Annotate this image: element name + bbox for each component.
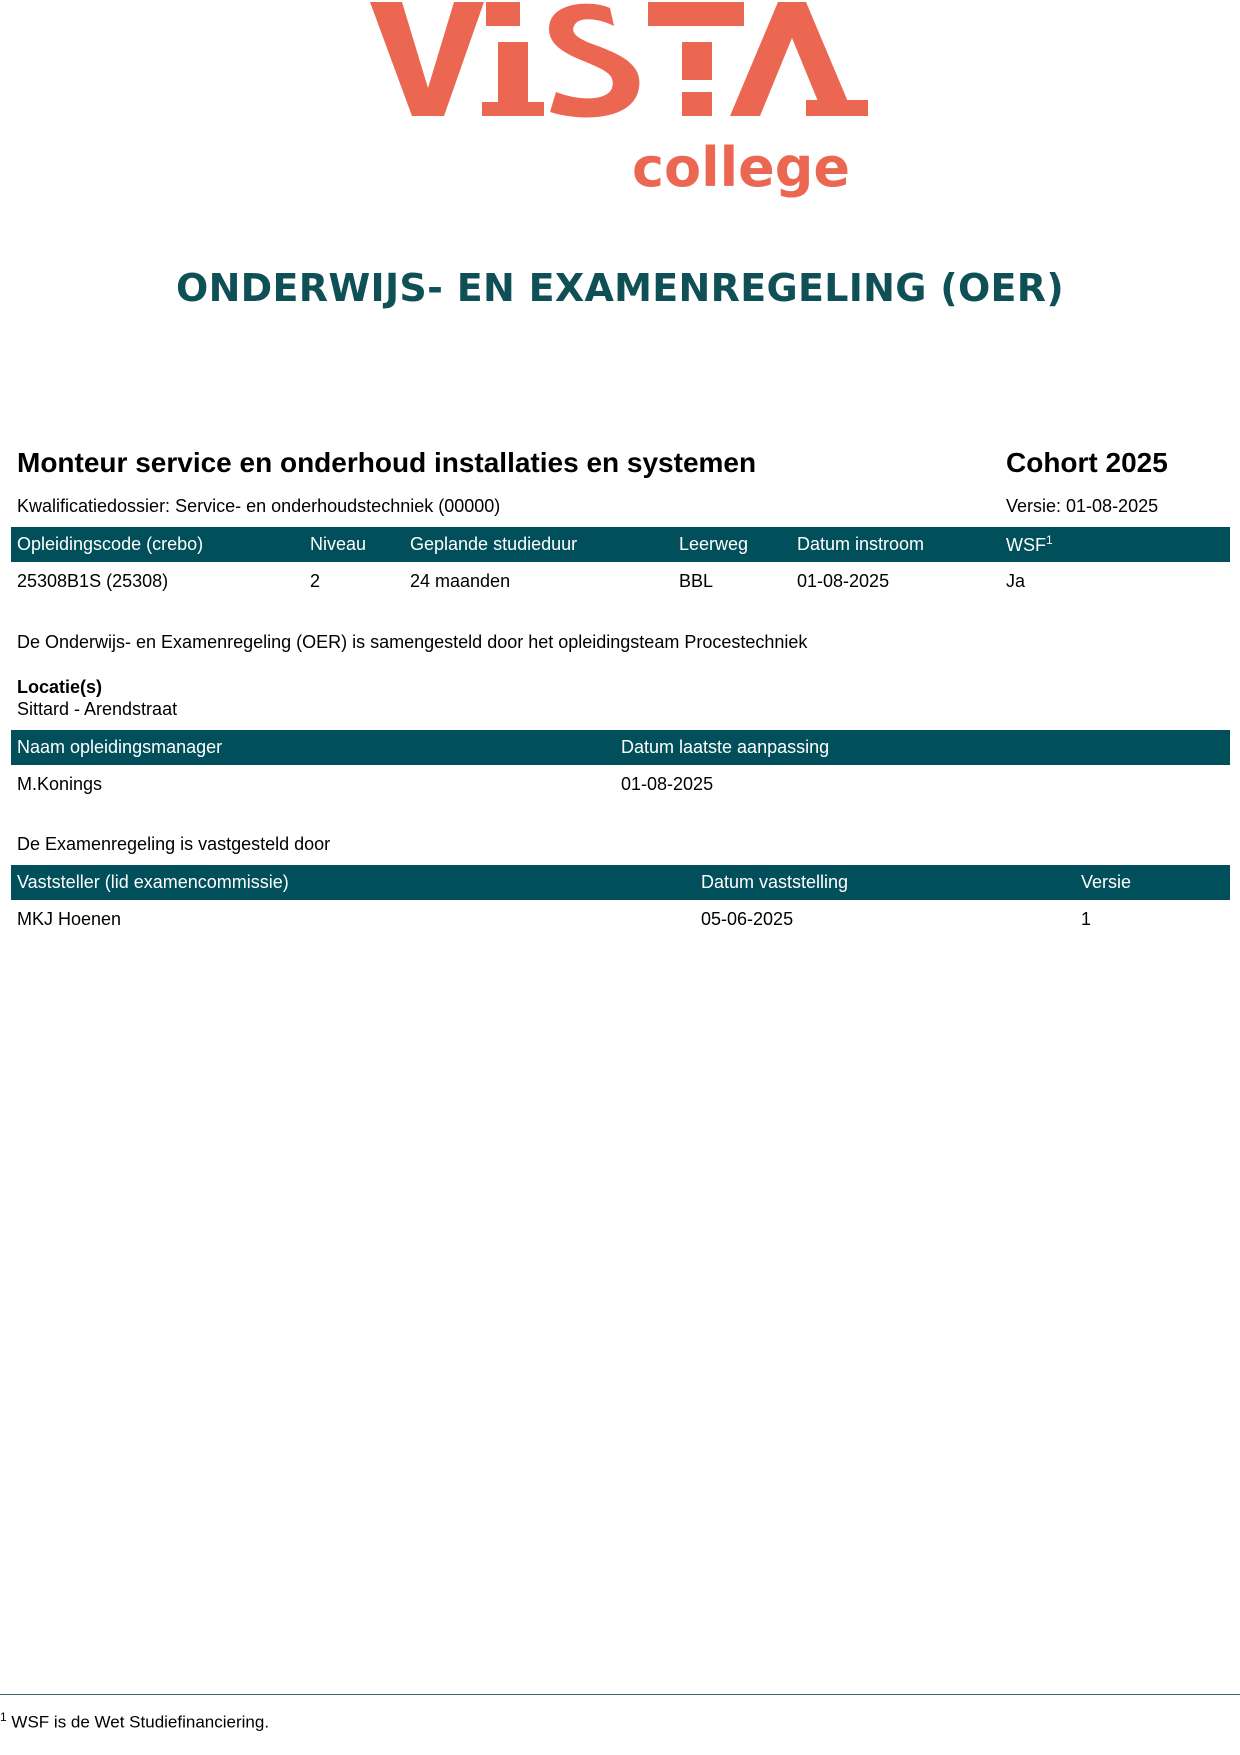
header-leerweg: Leerweg: [673, 527, 791, 562]
cell-datum-instroom: 01-08-2025: [797, 570, 890, 591]
footnote-marker: 1: [0, 1710, 7, 1724]
course-title: Monteur service en onderhoud installaties en systemen: [17, 447, 757, 478]
header-opleidingscode: Opleidingscode (crebo): [11, 527, 304, 562]
cell-versie: 1: [1081, 908, 1092, 929]
cell-datum-vaststelling: 05-06-2025: [701, 908, 794, 929]
header-datum-instroom: Datum instroom: [791, 527, 1000, 562]
exam-statement: De Examenregeling is vastgesteld door: [17, 834, 331, 854]
header-datum-vaststelling: Datum vaststelling: [695, 865, 1075, 900]
header-manager: Naam opleidingsmanager: [11, 730, 615, 765]
table-header-row: [11, 527, 1230, 562]
vista-college-logo: [0, 0, 1240, 215]
table-row: [11, 765, 1230, 803]
table-row: [11, 900, 1230, 938]
header-datum-aanpassing: Datum laatste aanpassing: [615, 730, 1230, 765]
composition-statement: De Onderwijs- en Examenregeling (OER) is samengesteld door het opleidingsteam Procestechniek: [17, 632, 808, 652]
cohort-label: Cohort 2025: [1006, 447, 1168, 478]
footnote: [0, 1710, 269, 1733]
version-date: Versie: 01-08-2025: [1006, 496, 1159, 516]
footnote-divider: [0, 1694, 1240, 1695]
header-niveau: Niveau: [304, 527, 404, 562]
document-title: ONDERWIJS- EN EXAMENREGELING (OER): [175, 266, 1065, 310]
exam-committee-table: [11, 865, 1230, 938]
table-header-row: [11, 865, 1230, 900]
cell-studieduur: 24 maanden: [410, 570, 511, 591]
header-wsf: [1000, 527, 1230, 562]
logo-college-text: college: [632, 136, 851, 199]
kwalificatiedossier: Kwalificatiedossier: Service- en onderhoudstechniek (00000): [17, 496, 501, 516]
cell-wsf: Ja: [1006, 570, 1026, 591]
header-vaststeller: Vaststeller (lid examencommissie): [11, 865, 695, 900]
location-label: Locatie(s): [17, 677, 103, 697]
location-value: Sittard - Arendstraat: [17, 699, 178, 719]
footnote-text: WSF is de Wet Studiefinanciering.: [11, 1712, 270, 1732]
cell-manager: M.Konings: [17, 773, 103, 794]
header-studieduur: Geplande studieduur: [404, 527, 673, 562]
footnote-ref: 1: [1046, 533, 1053, 547]
table-header-row: [11, 730, 1230, 765]
cell-niveau: 2: [310, 570, 321, 591]
cell-opleidingscode: 25308B1S (25308): [17, 570, 169, 591]
cell-datum-aanpassing: 01-08-2025: [621, 773, 714, 794]
program-info-table: [11, 527, 1230, 600]
table-row: [11, 562, 1230, 600]
cell-vaststeller: MKJ Hoenen: [17, 908, 122, 929]
manager-table: [11, 730, 1230, 803]
wsf-label: WSF: [1006, 535, 1046, 555]
header-versie: Versie: [1075, 865, 1230, 900]
cell-leerweg: BBL: [679, 570, 714, 591]
vista-logo-graphic: [360, 0, 880, 210]
